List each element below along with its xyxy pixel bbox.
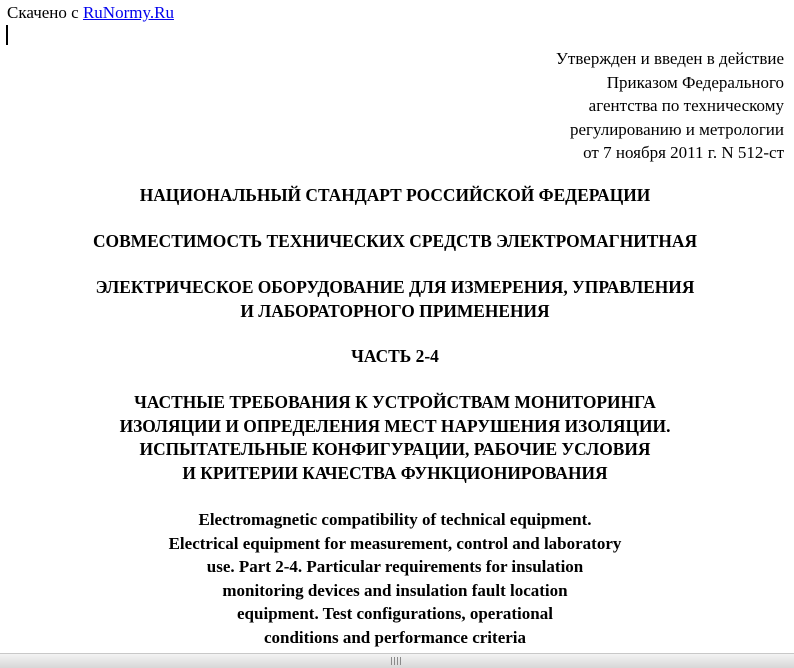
english-title-line: equipment. Test configurations, operational xyxy=(237,604,553,623)
english-title xyxy=(0,508,790,649)
part-heading xyxy=(0,345,790,369)
heading-line: НАЦИОНАЛЬНЫЙ СТАНДАРТ РОССИЙСКОЙ ФЕДЕРАЦИИ xyxy=(139,185,651,205)
english-title-line: monitoring devices and insulation fault location xyxy=(222,580,568,600)
heading-line: И КРИТЕРИИ КАЧЕСТВА ФУНКЦИОНИРОВАНИЯ xyxy=(182,462,608,483)
approval-line: агентства по техническому xyxy=(588,96,784,115)
heading-line: ЧАСТЬ 2-4 xyxy=(351,346,439,366)
approval-block xyxy=(556,47,784,165)
english-title-line: conditions and performance criteria xyxy=(263,627,527,647)
heading-line: СОВМЕСТИМОСТЬ ТЕХНИЧЕСКИХ СРЕДСТВ ЭЛЕКТРОМАГНИТНАЯ xyxy=(92,231,698,251)
heading-line: ЭЛЕКТРИЧЕСКОЕ ОБОРУДОВАНИЕ ДЛЯ ИЗМЕРЕНИЯ, УПРАВЛЕНИЯ xyxy=(95,277,695,297)
source-link[interactable]: RuNormy.Ru xyxy=(82,3,174,22)
approval-line: регулированию и метрологии xyxy=(569,119,784,139)
approval-line: Утвержден и введен в действие xyxy=(555,49,784,68)
text-cursor xyxy=(6,25,8,45)
compatibility-heading xyxy=(0,230,790,254)
english-title-line: Electrical equipment for measurement, control and laboratory xyxy=(168,533,622,553)
heading-line: ИЗОЛЯЦИИ И ОПРЕДЕЛЕНИЯ МЕСТ НАРУШЕНИЯ ИЗОЛЯЦИИ. xyxy=(119,415,671,436)
heading-line: ЧАСТНЫЕ ТРЕБОВАНИЯ К УСТРОЙСТВАМ МОНИТОРИНГА xyxy=(134,392,656,412)
heading-line: ИСПЫТАТЕЛЬНЫЕ КОНФИГУРАЦИИ, РАБОЧИЕ УСЛОВИЯ xyxy=(139,439,651,459)
english-title-line: use. Part 2-4. Particular requirements for insulation xyxy=(206,557,584,576)
heading-line: И ЛАБОРАТОРНОГО ПРИМЕНЕНИЯ xyxy=(240,300,550,321)
horizontal-scrollbar[interactable] xyxy=(0,653,794,668)
approval-line: от 7 ноября 2011 г. N 512-ст xyxy=(583,143,784,162)
source-line xyxy=(7,3,174,23)
equipment-heading xyxy=(0,276,790,323)
source-prefix: Скачено с xyxy=(7,3,83,22)
scrollbar-grip-icon[interactable] xyxy=(391,657,402,665)
national-standard-heading xyxy=(0,184,790,208)
english-title-line: Electromagnetic compatibility of technical equipment. xyxy=(198,510,592,529)
requirements-heading xyxy=(0,391,790,485)
approval-line: Приказом Федерального xyxy=(606,72,784,92)
